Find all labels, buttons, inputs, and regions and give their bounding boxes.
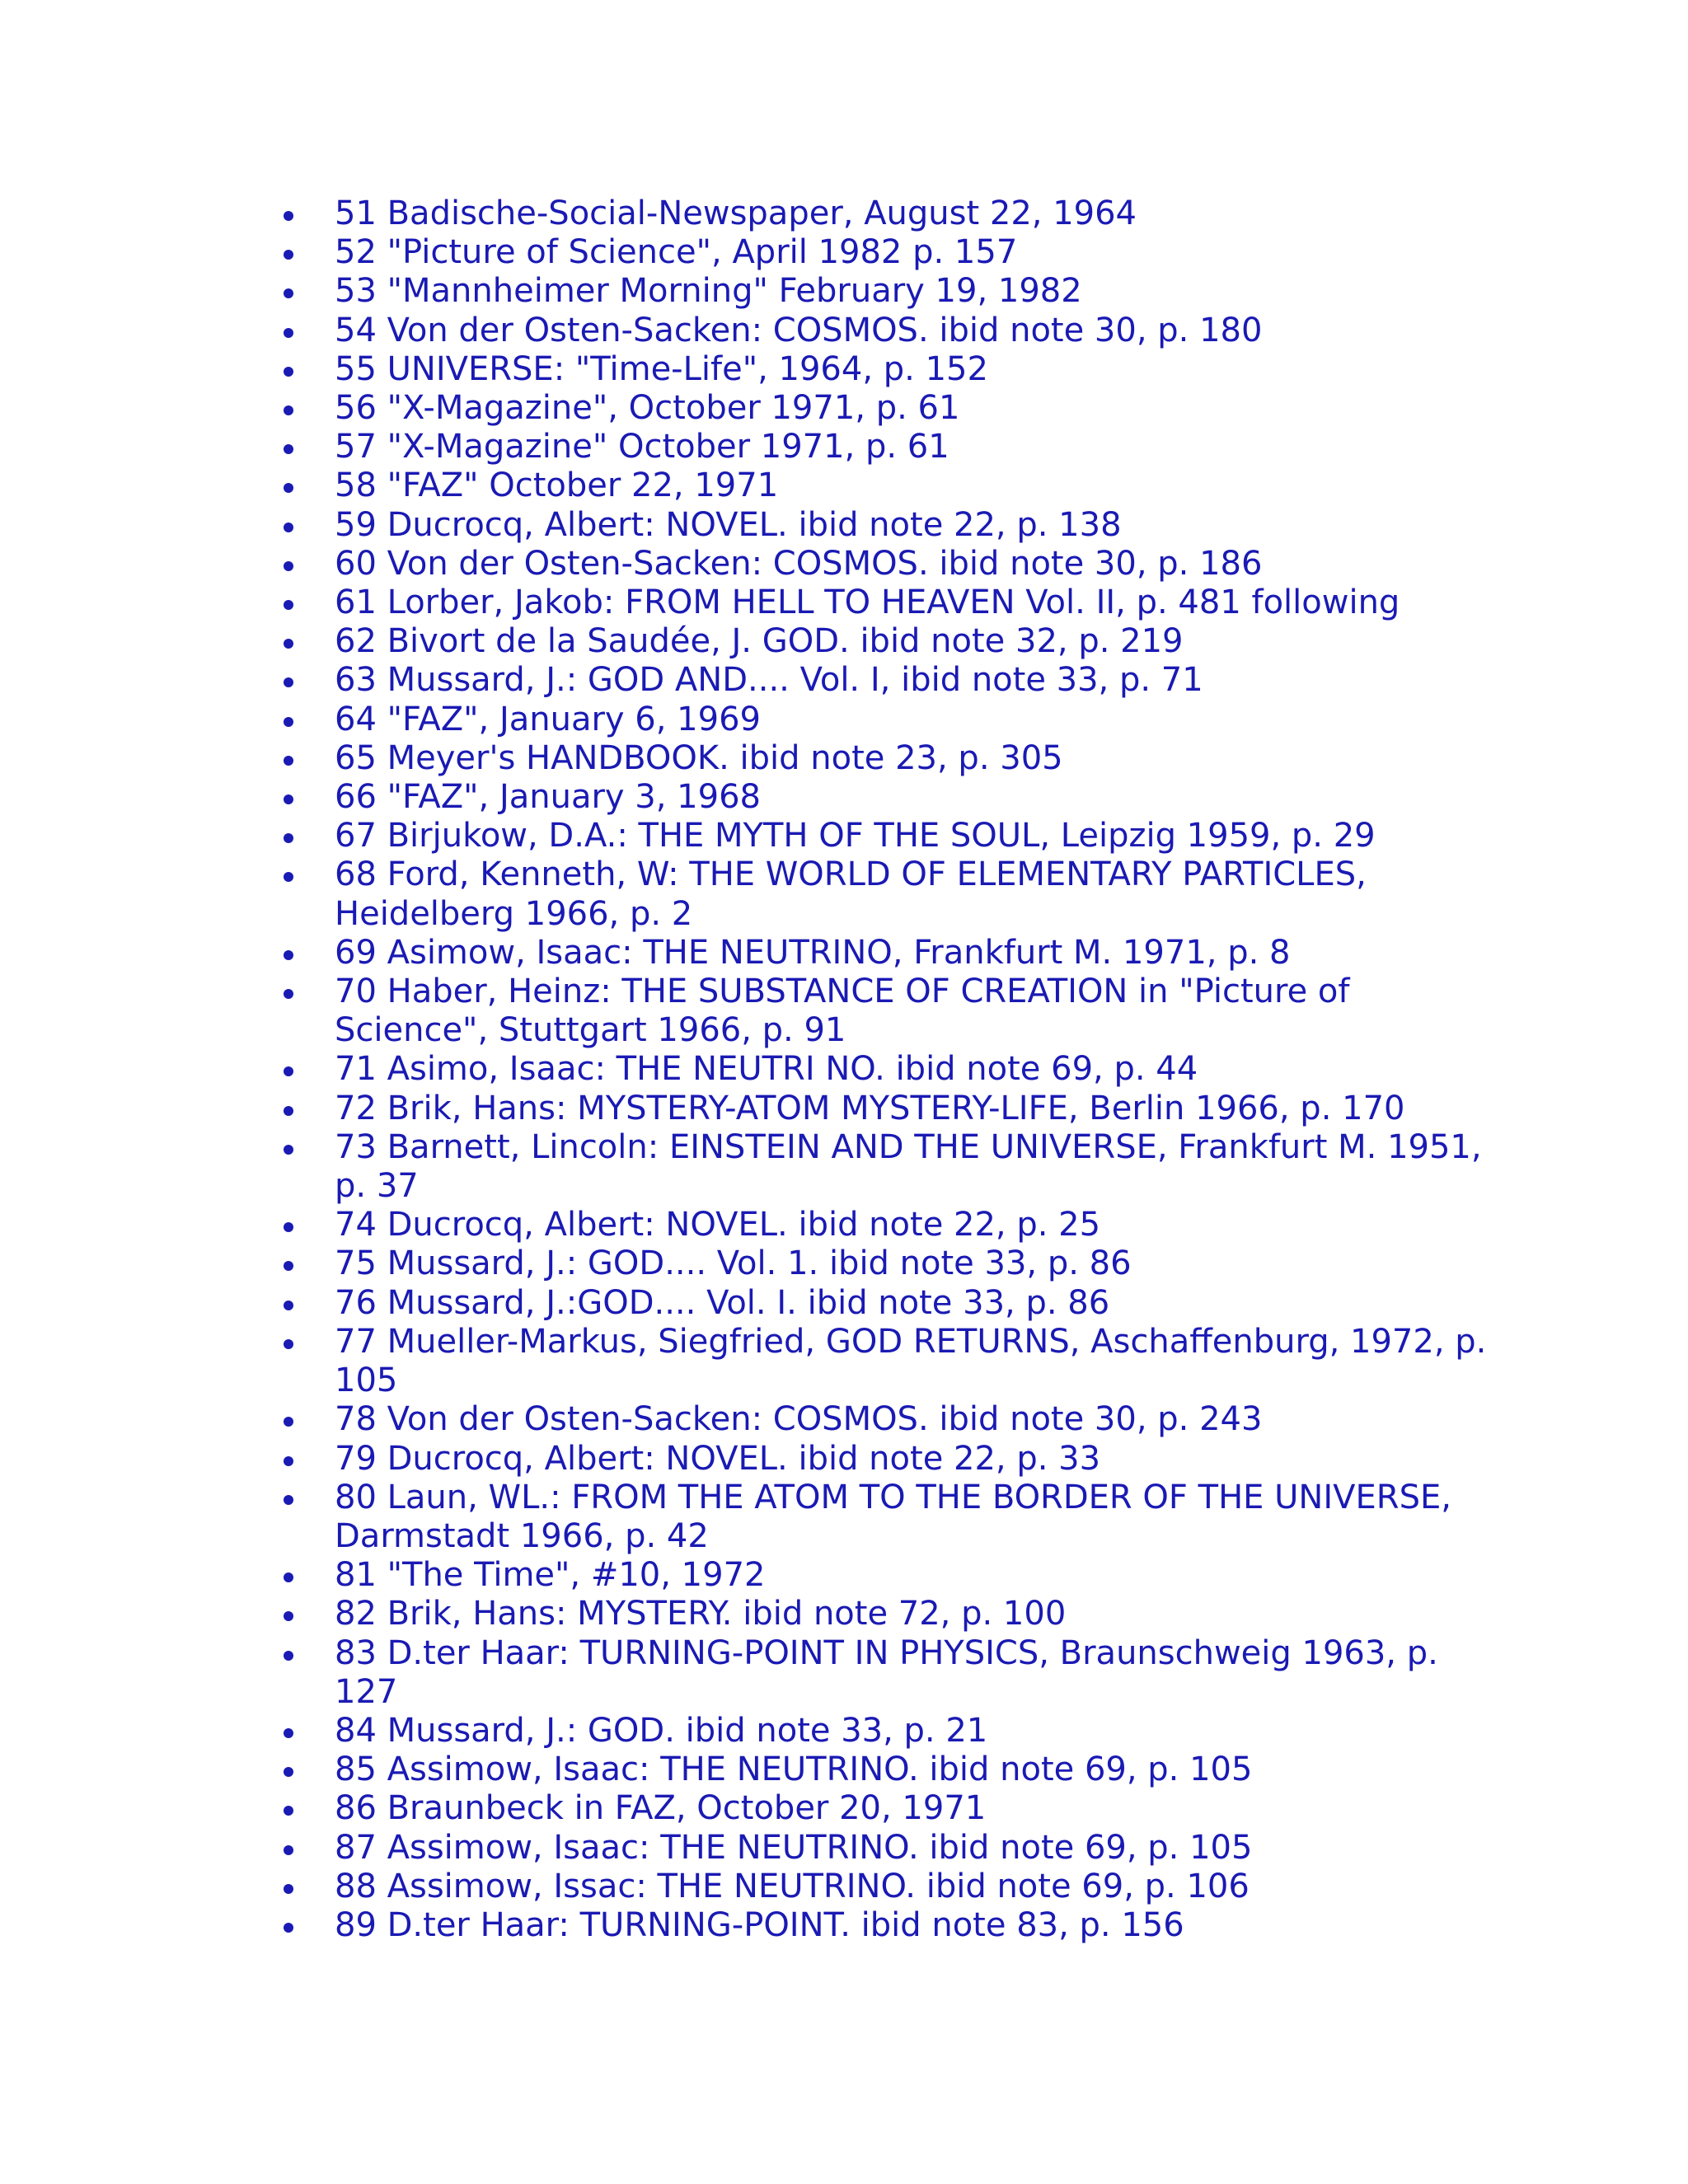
footnote-item (284, 272, 1487, 311)
bullet-icon (284, 950, 293, 960)
footnote-text: 60 Von der Osten-Sacken: COSMOS. ibid note 30, p. 186 (335, 544, 1263, 583)
footnote-text: 68 Ford, Kenneth, W: THE WORLD OF ELEMENTARY PARTICLES, Heidelberg 1966, p. 2 (335, 855, 1367, 933)
bullet-icon (284, 1339, 293, 1349)
footnote-item (284, 622, 1487, 661)
bullet-icon (284, 1456, 293, 1466)
footnote-item (284, 583, 1487, 622)
footnote-text: 84 Mussard, J.: GOD. ibid note 33, p. 21 (335, 1711, 988, 1750)
footnote-text: 81 "The Time", #10, 1972 (335, 1556, 766, 1595)
bullet-icon (284, 600, 293, 610)
bullet-icon (284, 677, 293, 687)
footnote-text: 82 Brik, Hans: MYSTERY. ibid note 72, p. 100 (335, 1595, 1067, 1633)
footnote-item (284, 701, 1487, 739)
bullet-icon (284, 1923, 293, 1933)
bullet-icon (284, 833, 293, 843)
footnote-item (284, 972, 1487, 1050)
footnote-item (284, 1595, 1487, 1633)
footnote-item (284, 389, 1487, 428)
footnote-item (284, 1479, 1487, 1556)
footnote-text: 89 D.ter Haar: TURNING-POINT. ibid note 83, p. 156 (335, 1905, 1184, 1944)
footnote-text: 58 "FAZ" October 22, 1971 (335, 466, 779, 505)
footnote-text: 61 Lorber, Jakob: FROM HELL TO HEAVEN Vol. II, p. 481 following (335, 583, 1400, 622)
bullet-icon (284, 1066, 293, 1076)
footnote-text: 69 Asimow, Isaac: THE NEUTRINO, Frankfurt M. 1971, p. 8 (335, 933, 1291, 972)
footnote-text: 65 Meyer's HANDBOOK. ibid note 23, p. 305 (335, 738, 1063, 777)
footnote-text: 59 Ducrocq, Albert: NOVEL. ibid note 22, p. 138 (335, 505, 1122, 544)
bullet-icon (284, 1845, 293, 1855)
footnote-item (284, 1206, 1487, 1244)
footnote-item (284, 312, 1487, 350)
bullet-icon (284, 1651, 293, 1661)
footnote-text: 80 Laun, WL.: FROM THE ATOM TO THE BORDER OF THE UNIVERSE, Darmstadt 1966, p. 42 (335, 1478, 1451, 1555)
footnote-item (284, 506, 1487, 545)
bullet-icon (284, 523, 293, 532)
bullet-icon (284, 1884, 293, 1894)
footnote-text: 70 Haber, Heinz: THE SUBSTANCE OF CREATION in "Picture of Science", Stuttgart 1966, p. 91 (335, 972, 1350, 1050)
bullet-icon (284, 1611, 293, 1621)
footnote-text: 76 Mussard, J.:GOD.... Vol. I. ibid note 33, p. 86 (335, 1283, 1110, 1322)
footnote-text: 77 Mueller-Markus, Siegfried, GOD RETURNS, Aschaffenburg, 1972, p. 105 (335, 1322, 1487, 1400)
bullet-icon (284, 872, 293, 882)
bullet-icon (284, 250, 293, 260)
footnote-item (284, 1906, 1487, 1945)
bullet-icon (284, 756, 293, 766)
bullet-icon (284, 1145, 293, 1155)
footnote-text: 72 Brik, Hans: MYSTERY-ATOM MYSTERY-LIFE, Berlin 1966, p. 170 (335, 1089, 1405, 1127)
footnote-item (284, 739, 1487, 778)
footnote-item (284, 233, 1487, 272)
footnote-item (284, 661, 1487, 700)
footnote-item (284, 1712, 1487, 1750)
footnote-item (284, 1284, 1487, 1323)
bullet-icon (284, 794, 293, 804)
bullet-icon (284, 1806, 293, 1816)
footnote-text: 67 Birjukow, D.A.: THE MYTH OF THE SOUL, Leipzig 1959, p. 29 (335, 817, 1376, 855)
footnote-item (284, 1244, 1487, 1283)
bullet-icon (284, 1417, 293, 1427)
footnote-text: 51 Badische-Social-Newspaper, August 22, 1964 (335, 194, 1137, 232)
bullet-icon (284, 1728, 293, 1738)
footnote-item (284, 545, 1487, 583)
footnote-text: 85 Assimow, Isaac: THE NEUTRINO. ibid note 69, p. 105 (335, 1750, 1253, 1789)
footnote-item (284, 1050, 1487, 1089)
footnote-item (284, 1556, 1487, 1595)
footnote-item (284, 778, 1487, 817)
bullet-icon (284, 989, 293, 999)
footnote-item (284, 1829, 1487, 1868)
bullet-icon (284, 444, 293, 454)
footnote-text: 56 "X-Magazine", October 1971, p. 61 (335, 389, 960, 428)
footnote-text: 88 Assimow, Issac: THE NEUTRINO. ibid note 69, p. 106 (335, 1867, 1250, 1905)
bullet-icon (284, 561, 293, 571)
bullet-icon (284, 483, 293, 493)
bullet-icon (284, 288, 293, 298)
footnote-text: 86 Braunbeck in FAZ, October 20, 1971 (335, 1789, 987, 1828)
footnote-text: 64 "FAZ", January 6, 1969 (335, 700, 761, 738)
footnote-text: 87 Assimow, Isaac: THE NEUTRINO. ibid note 69, p. 105 (335, 1828, 1253, 1867)
bullet-icon (284, 211, 293, 221)
bullet-icon (284, 367, 293, 377)
footnote-item (284, 1090, 1487, 1128)
bullet-icon (284, 1261, 293, 1271)
footnote-item (284, 1789, 1487, 1828)
footnote-text: 74 Ducrocq, Albert: NOVEL. ibid note 22, p. 25 (335, 1206, 1101, 1244)
footnote-text: 52 "Picture of Science", April 1982 p. 157 (335, 233, 1018, 272)
footnote-text: 75 Mussard, J.: GOD.... Vol. 1. ibid note 33, p. 86 (335, 1244, 1132, 1283)
footnote-text: 57 "X-Magazine" October 1971, p. 61 (335, 428, 950, 466)
bullet-icon (284, 1767, 293, 1777)
footnote-text: 83 D.ter Haar: TURNING-POINT IN PHYSICS, Braunschweig 1963, p. 127 (335, 1633, 1438, 1711)
bullet-icon (284, 1495, 293, 1505)
bullet-icon (284, 328, 293, 338)
bullet-icon (284, 405, 293, 415)
footnote-item (284, 194, 1487, 233)
footnote-item (284, 1128, 1487, 1206)
footnote-text: 71 Asimo, Isaac: THE NEUTRI NO. ibid note 69, p. 44 (335, 1050, 1198, 1089)
footnote-text: 63 Mussard, J.: GOD AND.... Vol. I, ibid note 33, p. 71 (335, 661, 1203, 700)
footnote-text: 73 Barnett, Lincoln: EINSTEIN AND THE UNIVERSE, Frankfurt M. 1951, p. 37 (335, 1127, 1482, 1206)
bullet-icon (284, 1301, 293, 1310)
footnote-item (284, 466, 1487, 505)
footnote-item (284, 1440, 1487, 1479)
footnote-text: 78 Von der Osten-Sacken: COSMOS. ibid note 30, p. 243 (335, 1400, 1263, 1439)
footnote-text: 62 Bivort de la Saudée, J. GOD. ibid note 32, p. 219 (335, 622, 1184, 661)
bullet-icon (284, 1572, 293, 1582)
bullet-icon (284, 717, 293, 727)
footnote-item (284, 934, 1487, 972)
footnote-text: 55 UNIVERSE: "Time-Life", 1964, p. 152 (335, 349, 988, 388)
footnote-item (284, 350, 1487, 389)
footnote-text: 79 Ducrocq, Albert: NOVEL. ibid note 22, p. 33 (335, 1439, 1101, 1478)
footnote-item (284, 428, 1487, 466)
bullet-icon (284, 1222, 293, 1232)
bullet-icon (284, 639, 293, 649)
footnote-item (284, 1868, 1487, 1906)
footnote-item (284, 817, 1487, 855)
bullet-icon (284, 1106, 293, 1116)
footnote-item (284, 1323, 1487, 1400)
footnote-text: 66 "FAZ", January 3, 1968 (335, 778, 761, 817)
footnote-item (284, 1400, 1487, 1439)
footnote-text: 53 "Mannheimer Morning" February 19, 1982 (335, 272, 1082, 311)
footnote-text: 54 Von der Osten-Sacken: COSMOS. ibid note 30, p. 180 (335, 311, 1263, 349)
footnote-item (284, 855, 1487, 933)
footnote-list (284, 194, 1487, 1945)
footnote-item (284, 1750, 1487, 1789)
footnote-item (284, 1634, 1487, 1712)
